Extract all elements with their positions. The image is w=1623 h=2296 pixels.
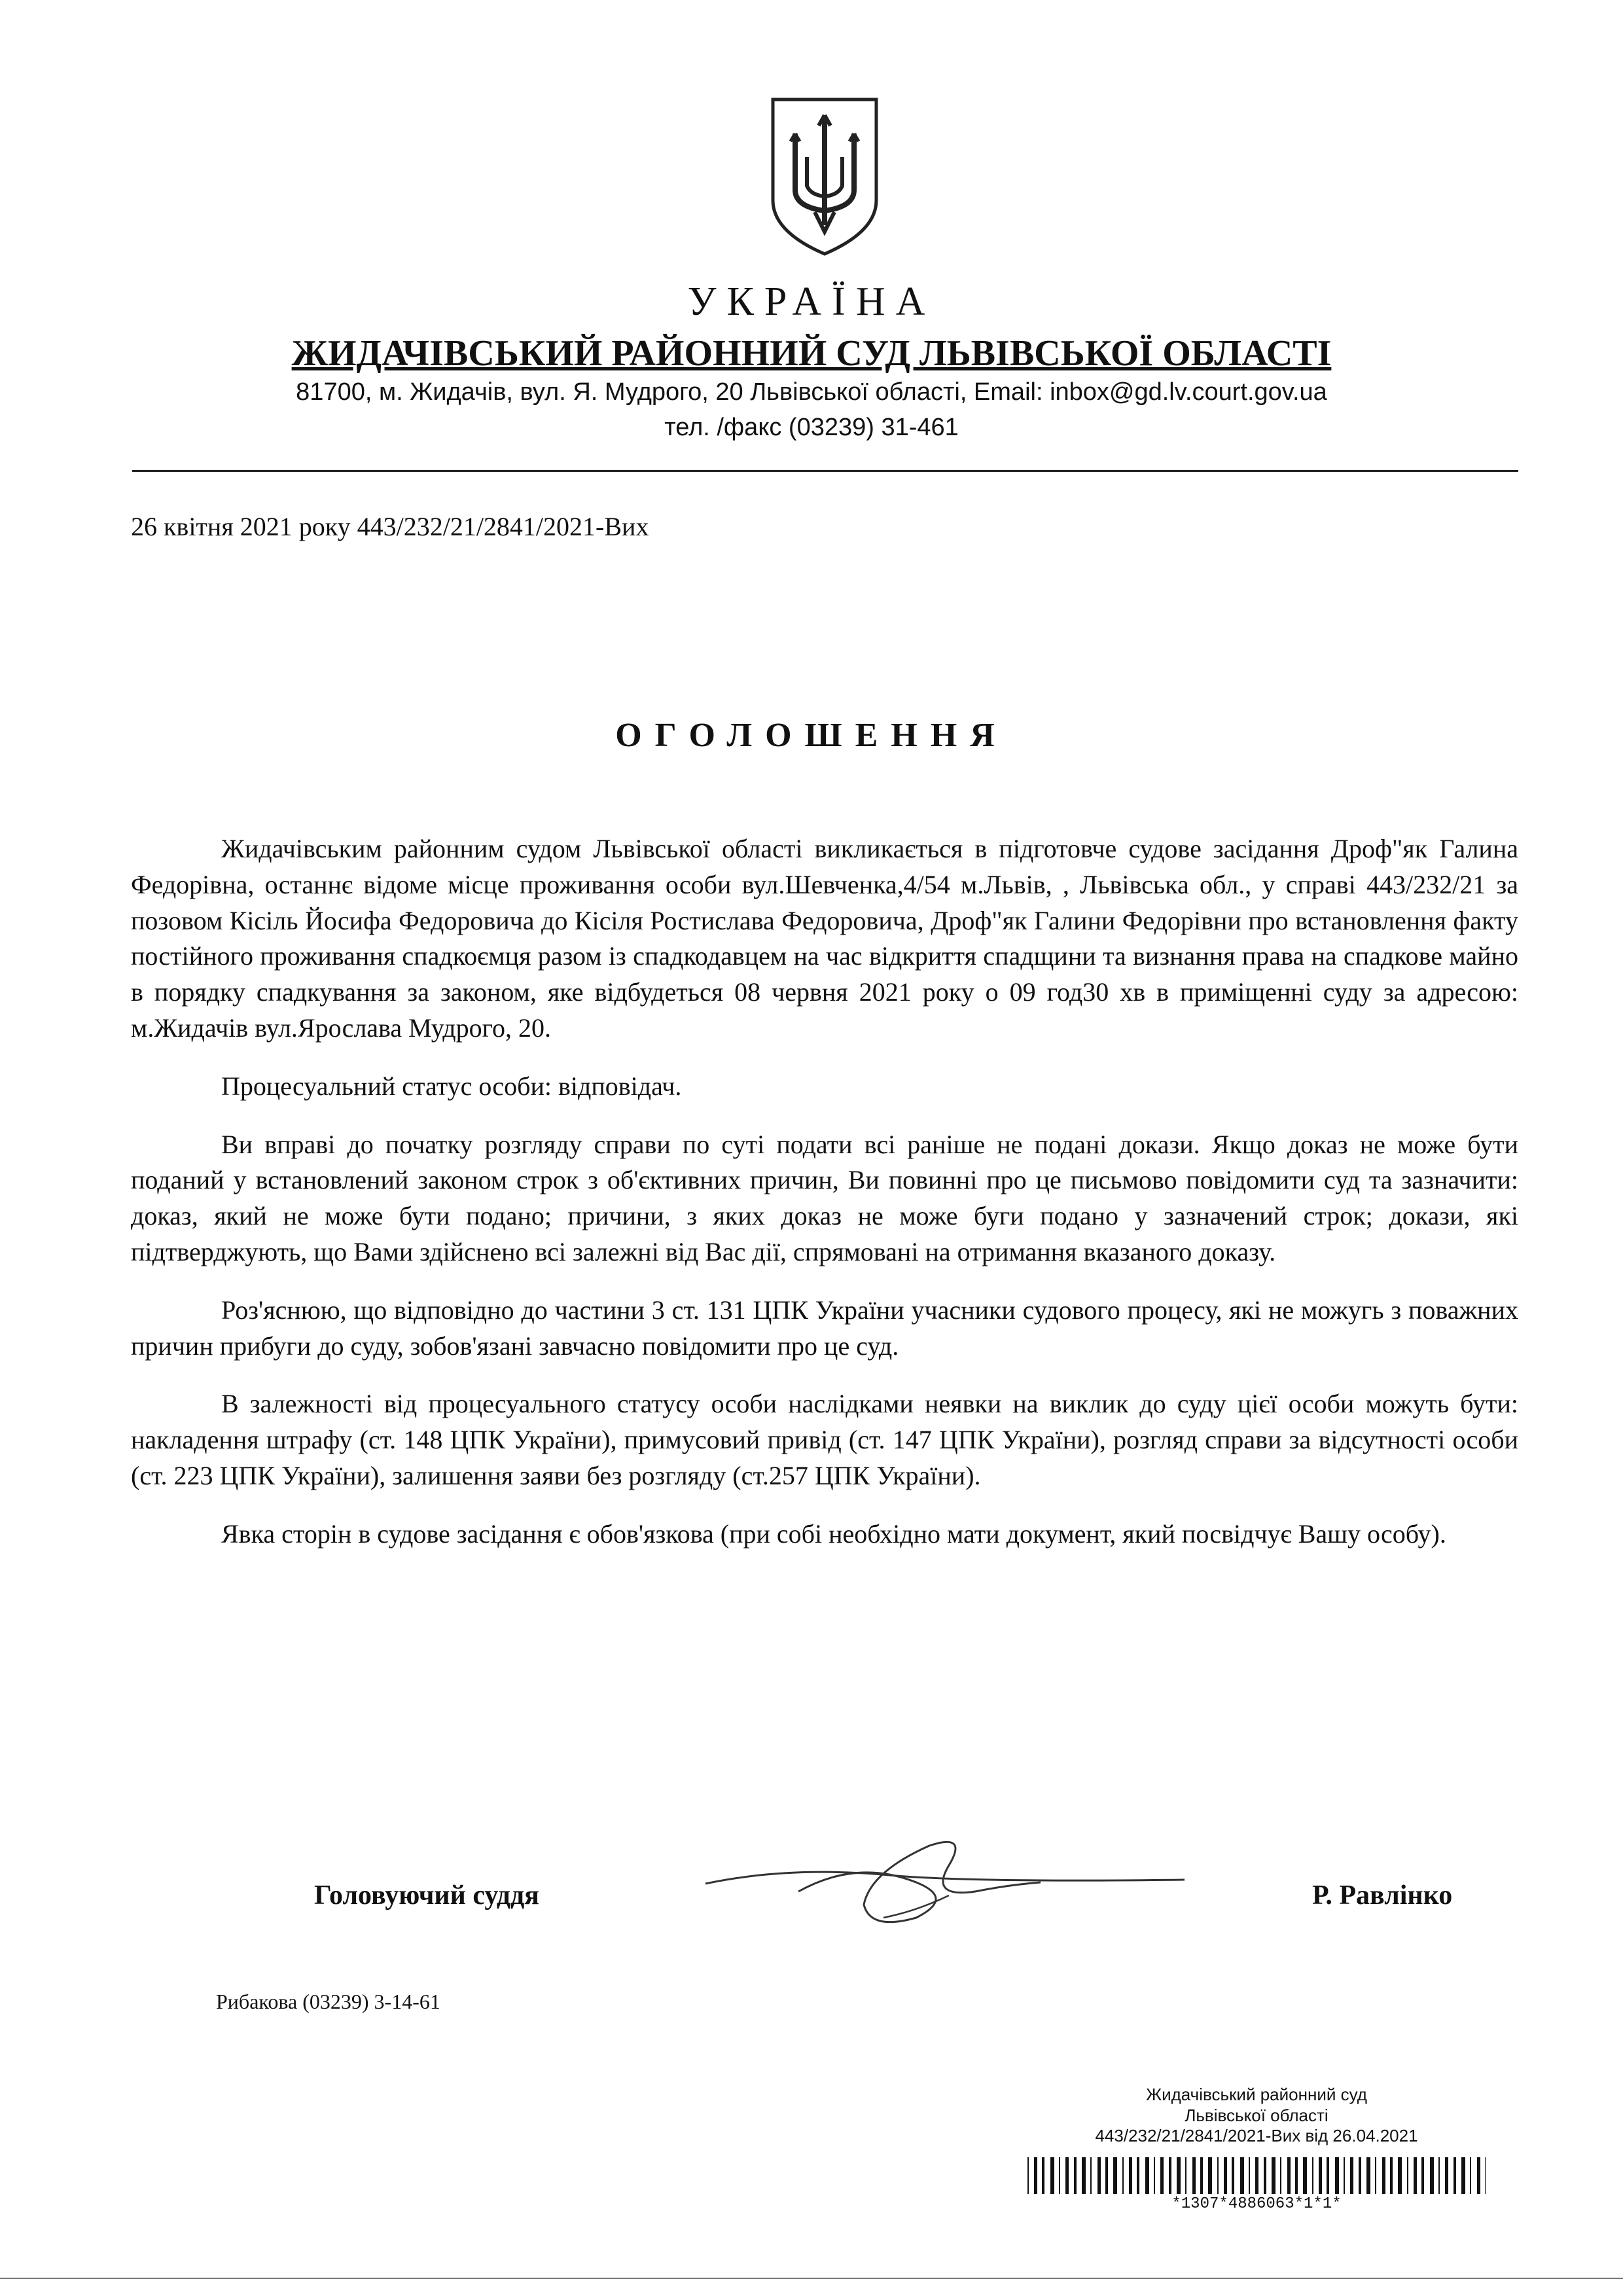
barcode-bar — [1240, 2157, 1244, 2194]
barcode-bar — [1312, 2157, 1313, 2194]
barcode-bar — [1375, 2157, 1376, 2194]
stamp-reference-line: 443/232/21/2841/2021-Вих від 26.04.2021 — [1095, 2126, 1418, 2146]
barcode-bar — [1398, 2157, 1402, 2194]
barcode-bar — [1438, 2157, 1440, 2194]
barcode-bar — [1454, 2157, 1456, 2194]
barcode-graphic — [1027, 2157, 1486, 2194]
outgoing-reference: 26 квітня 2021 року 443/232/21/2841/2021-Вих — [131, 512, 649, 541]
barcode-bar — [1059, 2157, 1060, 2194]
barcode-bar — [1280, 2157, 1281, 2194]
barcode-bar — [1137, 2157, 1139, 2194]
barcode-bar — [1359, 2157, 1361, 2194]
barcode-bar — [1122, 2157, 1124, 2194]
barcode-bar — [1145, 2157, 1149, 2194]
handwritten-signature — [700, 1820, 1198, 1924]
barcode-bar — [1113, 2157, 1117, 2194]
barcode-bar — [1177, 2157, 1181, 2194]
barcode-bar — [1097, 2157, 1101, 2194]
barcode-bar — [1185, 2157, 1186, 2194]
country-heading: УКРАЇНА — [687, 279, 936, 324]
barcode-bar — [1295, 2157, 1298, 2194]
announcement-paragraph: В залежності від процесуального статусу особи наслідками неявки на виклик до суду цієї особи можуть бути: накладення штрафу (ст. 148 ЦПК України), примусовий привід (ст. 147 ЦПК України), розгляд справи за відсутності особи (ст. 223 ЦПК України), залишення заяви без розгляду (ст.257 ЦПК України). — [131, 1389, 1518, 1490]
barcode-bar — [1050, 2157, 1054, 2194]
announcement-paragraph: Процесуальний статус особи: відповідач. — [221, 1071, 682, 1101]
court-phone: тел. /факс (03239) 31-461 — [664, 414, 959, 441]
barcode-bar — [1303, 2157, 1307, 2194]
judge-title: Головуючий суддя — [314, 1880, 539, 1910]
barcode-bar — [1208, 2157, 1212, 2194]
barcode-bar — [1034, 2157, 1037, 2194]
barcode-bar — [1082, 2157, 1086, 2194]
barcode-number: *1307*4886063*1*1* — [1171, 2195, 1342, 2213]
barcode-bar — [1319, 2157, 1322, 2194]
barcode-bar — [1027, 2157, 1029, 2194]
stamp-court-line: Жидачівський районний суд — [1146, 2085, 1367, 2104]
barcode-bar — [1074, 2157, 1077, 2194]
registration-stamp — [1027, 2085, 1486, 2147]
barcode-bar — [1382, 2157, 1385, 2194]
barcode-bar — [1461, 2157, 1465, 2194]
barcode-bar — [1255, 2157, 1258, 2194]
executor-contact: Рибакова (03239) 3-14-61 — [216, 1990, 440, 2013]
barcode-bar — [1065, 2157, 1069, 2194]
barcode-bar — [1232, 2157, 1234, 2194]
barcode-bar — [1160, 2157, 1164, 2194]
barcode-bar — [1249, 2157, 1250, 2194]
barcode-bar — [1272, 2157, 1275, 2194]
announcement-paragraph: Жидачівським районним судом Львівської області викликається в підготовче судове засідання Дроф"як Галина Федорівна, останнє відоме місце проживання особи вул.Шевченка,4/54 м.Львів, , Львівська обл., у справі 443/232/21 за позовом Кісіль Йосифа Федоровича до Кісіля Ростислава Федоровича, Дроф"як Галини Федорівни про встановлення факту постійного проживання спадкоємця разом із спадкодавцем на час відкриття спадщини та визнання права на спадкове майно в порядку спадкування за законом, яке відбудеться 08 червня 2021 року о 09 год30 хв в приміщенні суду за адресою: м.Жидачів вул.Ярослава Мудрого, 20. — [131, 834, 1518, 1043]
barcode-bar — [1445, 2157, 1448, 2194]
barcode-bar — [1470, 2157, 1471, 2194]
judge-name: Р. Равлінко — [1312, 1880, 1453, 1910]
barcode-bar — [1200, 2157, 1203, 2194]
page-edge-line — [0, 2278, 1623, 2279]
announcement-paragraph: Роз'яснюю, що відповідно до частини 3 ст. 131 ЦПК України учасники судового процесу, які не можугь з поважних причин прибуги до суду, зобов'язані завчасно повідомити про це суд. — [131, 1295, 1518, 1361]
barcode-bar — [1335, 2157, 1339, 2194]
header-divider — [132, 470, 1518, 472]
barcode-bar — [1366, 2157, 1370, 2194]
stamp-region-line: Львівської області — [1185, 2105, 1329, 2125]
barcode-bar — [1407, 2157, 1408, 2194]
barcode-bar — [1169, 2157, 1171, 2194]
barcode-bar — [1264, 2157, 1266, 2194]
barcode-bar — [1224, 2157, 1227, 2194]
barcode-bar — [1414, 2157, 1417, 2194]
barcode-bar — [1477, 2157, 1480, 2194]
barcode-bar — [1217, 2157, 1219, 2194]
barcode-bar — [1421, 2157, 1424, 2194]
barcode-bar — [1105, 2157, 1108, 2194]
announcement-paragraph: Ви вправі до початку розгляду справи по суті подати всі раніше не подані докази. Якщо доказ не може бути поданий у встановлений законом строк з об'єктивних причин, Ви повинні про це письмово повідомити суд та зазначити: доказ, який не може бути подано; причини, з яких доказ не може буги подано у зазначений строк; докази, які підтверджують, що Вами здійснено всі залежні від Вас дії, спрямовані на отримання вказаного доказу. — [131, 1129, 1518, 1266]
announcement-paragraph: Явка сторін в судове засідання є обов'язкова (при собі необхідно мати документ, який посвідчує Вашу особу). — [221, 1518, 1446, 1549]
announcement-title: ОГОЛОШЕННЯ — [615, 717, 1008, 754]
barcode-bar — [1090, 2157, 1092, 2194]
barcode-bar — [1287, 2157, 1291, 2194]
barcode-bar — [1430, 2157, 1434, 2194]
court-address: 81700, м. Жидачів, вул. Я. Мудрого, 20 Львівської області, Email: inbox@gd.lv.court.gov.ua — [296, 378, 1327, 406]
court-name: ЖИДАЧІВСЬКИЙ РАЙОННИЙ СУД ЛЬВІВСЬКОЇ ОБЛАСТІ — [291, 333, 1332, 374]
barcode-bar — [1192, 2157, 1196, 2194]
barcode-bar — [1042, 2157, 1044, 2194]
barcode-bar — [1485, 2157, 1486, 2194]
barcode-bar — [1129, 2157, 1132, 2194]
barcode-bar — [1390, 2157, 1393, 2194]
announcement-body — [131, 831, 1518, 1575]
barcode-bar — [1350, 2157, 1353, 2194]
barcode-bar — [1327, 2157, 1329, 2194]
trident-coat-of-arms-icon — [769, 97, 880, 257]
barcode-bar — [1344, 2157, 1345, 2194]
barcode-bar — [1154, 2157, 1155, 2194]
